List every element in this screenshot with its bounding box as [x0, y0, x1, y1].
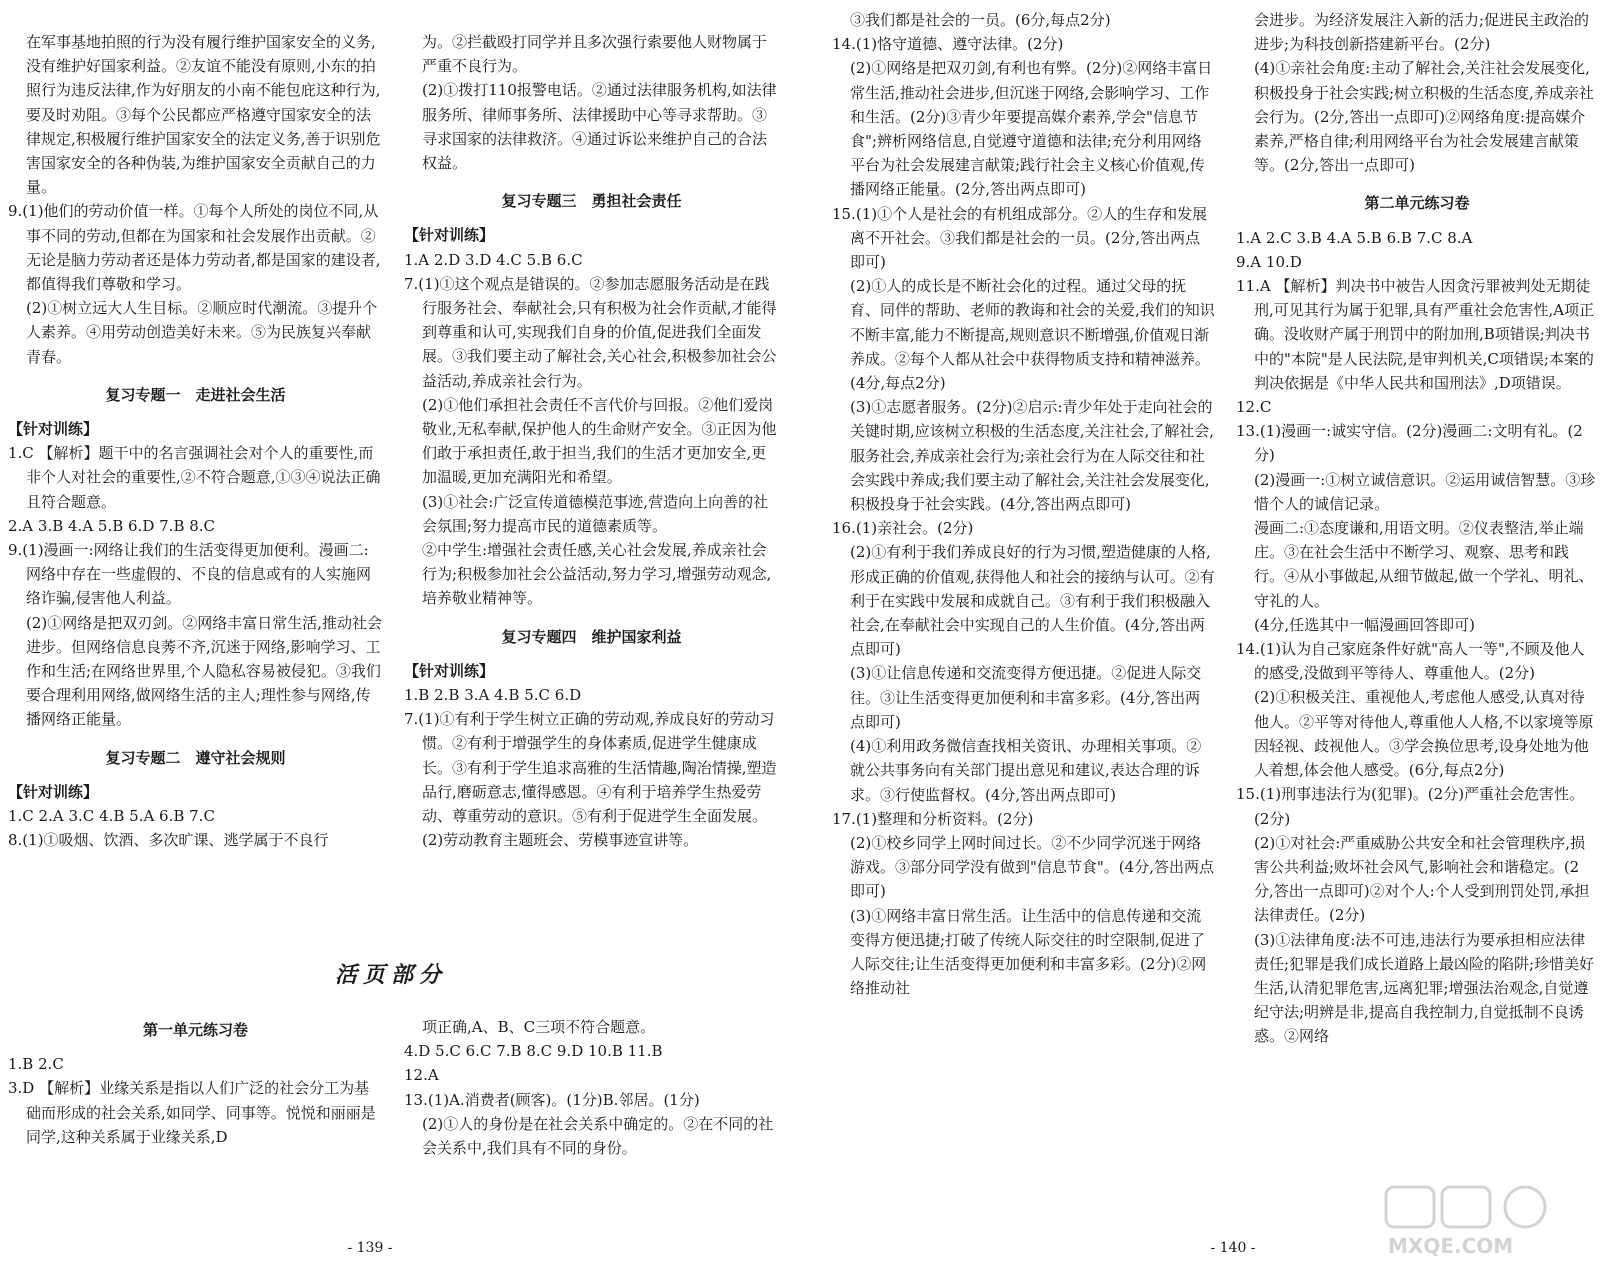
- paragraph: (4分,任选其中一幅漫画回答即可): [1254, 615, 1476, 634]
- paragraph: (3)①志愿者服务。(2分)②启示:青少年处于走向社会的关键时期,应该树立积极的生活态度,关注社会,了解社会,服务社会,养成亲社会行为;亲社会行为在人际交往和社会实践中养成;我们要主动了解社会,关注社会发展变化,积极投身于社会实践。(4分,答出两点即可): [850, 398, 1215, 514]
- paragraph: 为。②拦截殴打同学并且多次强行索要他人财物属于严重不良行为。: [422, 33, 768, 76]
- paragraph: (2)①树立远大人生目标。②顺应时代潮流。③提升个人素养。④用劳动创造美好未来。⑤为民族复兴奉献青春。: [26, 299, 378, 366]
- right-column-2: [1236, 8, 1598, 1049]
- bracket-label: 【针对训练】: [8, 420, 99, 439]
- section-heading: 复习专题三 勇担社会责任: [501, 192, 682, 211]
- left-lower-column-1: [8, 1018, 383, 1149]
- question-13: 13.(1)A.消费者(顾客)。(1分)B.邻居。(1分): [404, 1090, 700, 1109]
- left-column-2: [404, 30, 779, 853]
- left-column-1: [8, 30, 383, 853]
- section-heading: 复习专题二 遵守社会规则: [105, 748, 286, 767]
- right-page: [818, 0, 1600, 1269]
- page-gutter: [782, 0, 818, 1269]
- paragraph: (4)①亲社会角度:主动了解社会,关注社会发展变化,积极投身于社会实践;树立积极的生活态度,养成亲社会行为。(2分,答出一点即可)②网络角度:提高媒介素养,严格自律;利用网络平台为社会发展建言献策等。(2分,答出一点即可): [1254, 59, 1594, 175]
- paragraph: (2)①网络是把双刃剑。②网络丰富日常生活,推动社会进步。但网络信息良莠不齐,沉迷于网络,影响学习、工作和生活;在网络世界里,个人隐私容易被侵犯。③我们要合理利用网络,做网络生活的主人;理性参与网络,传播网络正能量。: [26, 613, 383, 729]
- answer-line: 1.C 2.A 3.C 4.B 5.A 6.B 7.C: [8, 807, 215, 826]
- watermark-shape: [1442, 1187, 1490, 1227]
- paragraph: (4)①利用政务微信查找相关资讯、办理相关事项。②就公共事务向有关部门提出意见和建议,表达合理的诉求。③行使监督权。(4分,答出两点即可): [850, 737, 1202, 804]
- paragraph: (2)①对社会:严重威胁公共安全和社会管理秩序,损害公共利益;败坏社会风气,影响社会和谐稳定。(2分,答出一点即可)②对个人:个人受到刑罚处罚,承担法律责任。(2分): [1254, 833, 1590, 925]
- paragraph: (3)①网络丰富日常生活。让生活中的信息传递和交流变得方便迅捷;打破了传统人际交往的时空限制,促进了人际交往;让生活变得更加便利和丰富多彩。(2分)②网络推动社: [850, 906, 1207, 998]
- paragraph: 漫画二:①态度谦和,用语文明。②仪表整洁,举止端庄。③在社会生活中不断学习、观察、思考和践行。④从小事做起,从细节做起,做一个学礼、明礼、守礼的人。: [1254, 519, 1594, 610]
- question-8: 8.(1)①吸烟、饮酒、多次旷课、逃学属于不良行: [8, 831, 329, 850]
- question-7: 7.(1)①这个观点是错误的。②参加志愿服务活动是在践行服务社会、奉献社会,只有积极为社会作贡献,才能得到尊重和认可,实现我们自身的价值,促进我们全面发展。③我们要主动了解社会,关心社会,积极参加社会公益活动,养成亲社会行为。: [404, 274, 777, 390]
- paragraph: 项正确,A、B、C三项不符合题意。: [422, 1018, 656, 1036]
- paragraph: (2)①他们承担社会责任不言代价与回报。②他们爱岗敬业,无私奉献,保护他人的生命财产安全。③正因为他们敢于承担责任,敢于担当,我们的生活才更加安全,更加温暖,更加充满阳光和希望。: [422, 395, 777, 487]
- answer-line: 2.A 3.B 4.A 5.B 6.D 7.B 8.C: [8, 516, 216, 535]
- question-13: 13.(1)漫画一:诚实守信。(2分)漫画二:文明有礼。(2分): [1236, 422, 1583, 465]
- bracket-label: 【针对训练】: [8, 782, 99, 801]
- page-number: - 140 -: [1210, 1240, 1256, 1256]
- unit-heading: 第一单元练习卷: [142, 1021, 248, 1039]
- answer-line: 1.A 2.D 3.D 4.C 5.B 6.C: [404, 250, 583, 269]
- section-heading: 复习专题一 走进社会生活: [105, 385, 286, 404]
- paragraph: (2)①人的身份是在社会关系中确定的。②在不同的社会关系中,我们具有不同的身份。: [422, 1114, 774, 1158]
- question-11: 11.A 【解析】判决书中被告人因贪污罪被判处无期徒刑,可见其行为属于犯罪,具有严重社会危害性,A项正确。没收财产属于刑罚中的附加刑,B项错误;判决书中的"本院"是人民法院,是审判机关,C项错误;本案的判决依据是《中华人民共和国刑法》,D项错误。: [1236, 277, 1595, 392]
- paragraph: (3)①社会:广泛宣传道德模范事迹,营造向上向善的社会氛围;努力提高市民的道德素质等。: [422, 492, 769, 535]
- question-7: 7.(1)①有利于学生树立正确的劳动观,养成良好的劳动习惯。②有利于增强学生的身体素质,促进学生健康成长。③有利于学生追求高雅的生活情趣,陶冶情操,塑造品行,磨砺意志,懂得感恩。④有利于培养学生热爱劳动、尊重劳动的意识。⑤有利于促进学生全面发展。: [404, 710, 777, 826]
- paragraph: (2)①积极关注、重视他人,考虑他人感受,认真对待他人。②平等对待他人,尊重他人人格,不以家境等原因轻视、歧视他人。③学会换位思考,设身处地为他人着想,体会他人感受。(6分,每点2分): [1254, 688, 1594, 780]
- answer-line: 12.C: [1236, 398, 1272, 417]
- paragraph: (2)①拨打110报警电话。②通过法律服务机构,如法律服务所、律师事务所、法律援助中心等寻求帮助。③寻求国家的法律救济。④通过诉讼来维护自己的合法权益。: [422, 81, 777, 173]
- question-15: 15.(1)刑事违法行为(犯罪)。(2分)严重社会危害性。(2分): [1236, 785, 1585, 828]
- paragraph: (2)劳动教育主题班会、劳模事迹宣讲等。: [422, 831, 699, 850]
- watermark-shape: [1505, 1187, 1545, 1227]
- section-heading: 复习专题四 维护国家利益: [501, 627, 682, 646]
- question-9: 9.(1)他们的劳动价值一样。①每个人所处的岗位不同,从事不同的劳动,但都在为国家和社会发展作出贡献。②无论是脑力劳动者还是体力劳动者,都是国家的建设者,都值得我们尊敬和学习。: [8, 202, 381, 294]
- paragraph: (2)①有利于我们养成良好的行为习惯,塑造健康的人格,形成正确的价值观,获得他人和社会的接纳与认可。②有利于在实践中发展和成就自己。③有利于我们积极融入社会,在奉献社会中实现自己的人生价值。(4分,答出两点即可): [850, 543, 1215, 659]
- answer-line: 12.A: [404, 1066, 439, 1085]
- question-9: 9.(1)漫画一:网络让我们的生活变得更加便利。漫画二:网络中存在一些虚假的、不良的信息或有的人实施网络诈骗,侵害他人利益。: [8, 541, 372, 608]
- paragraph: 会进步。为经济发展注入新的活力;促进民主政治的进步;为科技创新搭建新平台。(2分): [1254, 11, 1590, 54]
- question-14: 14.(1)认为自己家庭条件好就"高人一等",不顾及他人的感受,没做到平等待人、尊重他人。(2分): [1236, 640, 1585, 683]
- question-17: 17.(1)整理和分析资料。(2分): [832, 809, 1034, 828]
- paragraph: (2)漫画一:①树立诚信意识。②运用诚信智慧。③珍惜个人的诚信记录。: [1254, 470, 1596, 513]
- question-3: 3.D 【解析】业缘关系是指以人们广泛的社会分工为基础而形成的社会关系,如同学、同事等。悦悦和丽丽是同学,这种关系属于业缘关系,D: [8, 1079, 376, 1146]
- paragraph: (3)①法律角度:法不可违,违法行为要承担相应法律责任;犯罪是我们成长道路上最凶险的陷阱;珍惜美好生活,认清犯罪危害,远离犯罪;增强法治观念,自觉遵纪守法;明辨是非,提高自我控制力,自觉抵制不良诱惑。②网络: [1254, 930, 1595, 1046]
- bracket-label: 【针对训练】: [404, 226, 495, 245]
- paragraph: (2)①校乡同学上网时间过长。②不少同学沉迷于网络游戏。③部分同学没有做到"信息节食"。(4分,答出两点即可): [850, 833, 1214, 901]
- watermark-shape: [1386, 1187, 1434, 1227]
- question-15: 15.(1)①个人是社会的有机组成部分。②人的生存和发展离不开社会。③我们都是社会的一员。(2分,答出两点即可): [832, 204, 1208, 272]
- answer-line: 1.A 2.C 3.B 4.A 5.B 6.B 7.C 8.A: [1236, 228, 1473, 247]
- unit-heading: 第二单元练习卷: [1364, 194, 1470, 213]
- answer-line: 1.B 2.C: [8, 1055, 64, 1074]
- paragraph: (2)①人的成长是不断社会化的过程。通过父母的抚育、同伴的帮助、老师的教诲和社会的关爱,我们的知识不断丰富,能力不断提高,规则意识不断增强,价值观日渐养成。②每个人都从社会中获得物质支持和精神滋养。(4分,每点2分): [850, 277, 1215, 393]
- section-title: 活页部分: [334, 962, 447, 988]
- page-number: - 139 -: [347, 1240, 393, 1256]
- paragraph: 在军事基地拍照的行为没有履行维护国家安全的义务,没有维护好国家利益。②友谊不能没有原则,小东的拍照行为违反法律,作为好朋友的小南不能包庇这种行为,要及时劝阻。③每个公民都应严格遵守国家安全的法律规定,积极履行维护国家安全的法定义务,善于识别危害国家安全的各种伪装,为维护国家安全贡献自己的力量。: [26, 33, 381, 197]
- watermark-text: MXQE.COM: [1388, 1234, 1514, 1258]
- right-column-1: [832, 8, 1215, 1000]
- paragraph: ②中学生:增强社会责任感,关心社会发展,养成亲社会行为;积极参加社会公益活动,努力学习,增强劳动观念,培养敬业精神等。: [422, 541, 772, 608]
- answer-line: 4.D 5.C 6.C 7.B 8.C 9.D 10.B 11.B: [404, 1042, 663, 1061]
- answer-line: 1.B 2.B 3.A 4.B 5.C 6.D: [404, 686, 582, 705]
- left-lower-column-2: [404, 1015, 779, 1160]
- paragraph: (2)①网络是把双刃剑,有利也有弊。(2分)②网络丰富日常生活,推动社会进步,但沉迷于网络,会影响学习、工作和生活。(2分)③青少年要提高媒介素养,学会"信息节食";辨析网络信息,自觉遵守道德和法律;充分利用网络平台为社会发展建言献策;践行社会主义核心价值观,传播网络正能量。(2分,答出两点即可): [850, 59, 1213, 199]
- question-14: 14.(1)恪守道德、遵守法律。(2分): [832, 35, 1064, 54]
- question-16: 16.(1)亲社会。(2分): [832, 519, 974, 538]
- watermark-logo: [1380, 1181, 1590, 1261]
- left-page: [0, 0, 782, 1269]
- question-1: 1.C 【解析】题干中的名言强调社会对个人的重要性,而非个人对社会的重要性,②不符合题意,①③④说法正确且符合题意。: [8, 444, 381, 511]
- paragraph: ③我们都是社会的一员。(6分,每点2分): [850, 11, 1111, 29]
- answer-line: 9.A 10.D: [1236, 252, 1302, 271]
- paragraph: (3)①让信息传递和交流变得方便迅捷。②促进人际交往。③让生活变得更加便利和丰富多彩。(4分,答出两点即可): [850, 664, 1202, 731]
- bracket-label: 【针对训练】: [404, 661, 495, 680]
